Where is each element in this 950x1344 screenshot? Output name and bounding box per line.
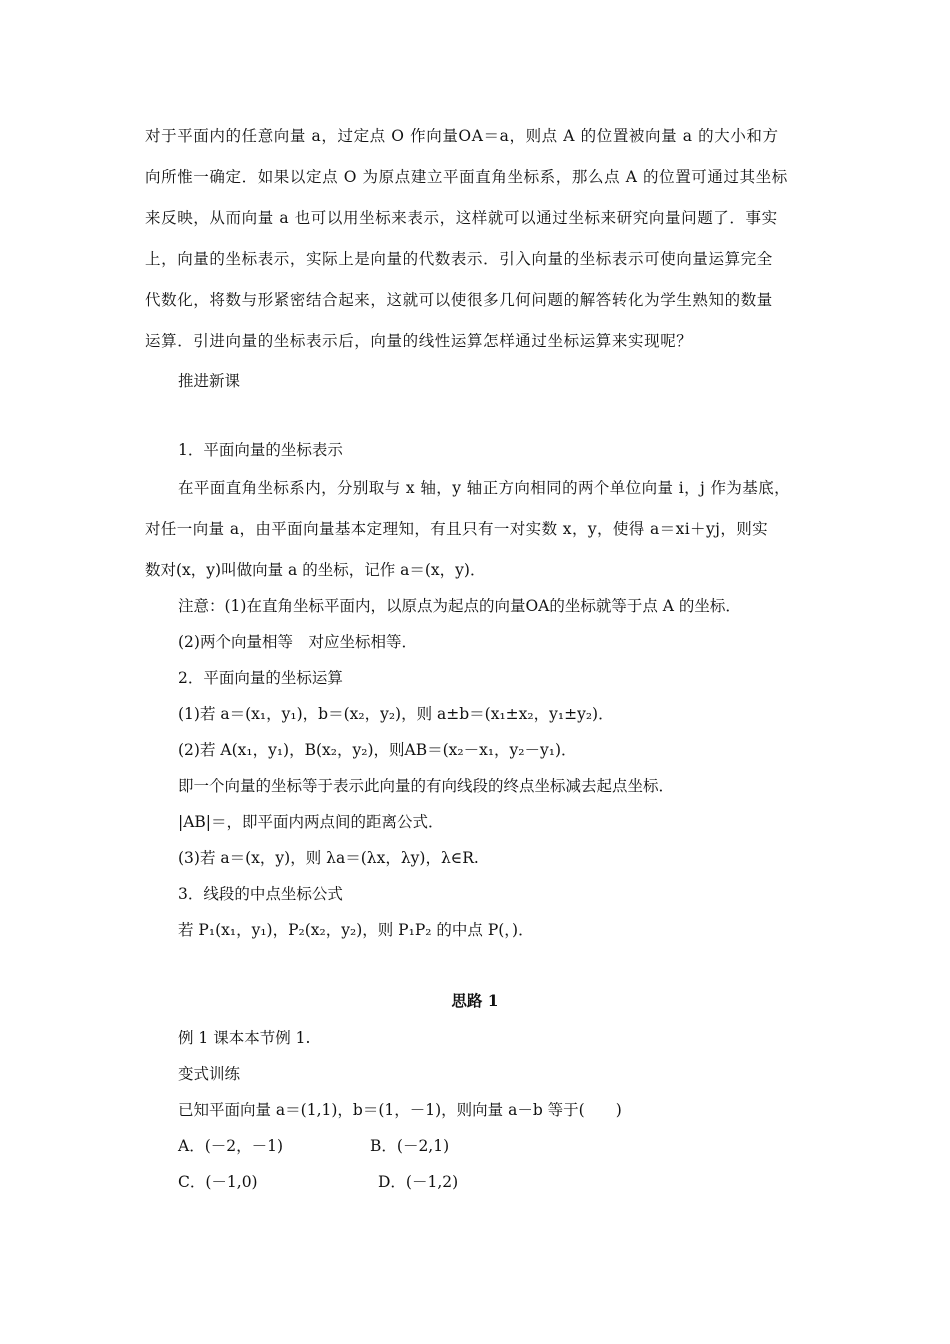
section-1-title: 1．平面向量的坐标表示	[178, 441, 343, 459]
variant-training: 变式训练	[178, 1065, 241, 1083]
option-c: C．(－1,0)	[178, 1173, 258, 1191]
section-1-line-3: 数对(x，y)叫做向量 a 的坐标，记作 a＝(x，y)．	[145, 561, 486, 579]
intro-line-4: 上，向量的坐标表示，实际上是向量的代数表示．引入向量的坐标表示可使向量运算完全	[145, 250, 773, 268]
intro-line-2: 向所惟一确定．如果以定点 O 为原点建立平面直角坐标系，那么点 A 的位置可通过其坐标	[145, 168, 788, 186]
example-1: 例 1 课本本节例 1.	[178, 1029, 311, 1047]
operation-2-note: 即一个向量的坐标等于表示此向量的有向线段的终点坐标减去起点坐标．	[178, 777, 675, 795]
section-2-title: 2．平面向量的坐标运算	[178, 669, 343, 687]
intro-line-3: 来反映，从而向量 a 也可以用坐标来表示，这样就可以通过坐标来研究向量问题了．事实	[145, 209, 778, 227]
operation-2: (2)若 A(x₁，y₁)，B(x₂，y₂)，则AB＝(x₂－x₁，y₂－y₁)．	[178, 741, 577, 759]
section-new-lesson: 推进新课	[178, 372, 241, 390]
option-b: B．(－2,1)	[370, 1137, 450, 1155]
section-1-line-1: 在平面直角坐标系内，分别取与 x 轴，y 轴正方向相同的两个单位向量 i，j 作为基底，	[178, 479, 790, 497]
intro-line-6: 运算．引进向量的坐标表示后，向量的线性运算怎样通过坐标运算来实现呢？	[145, 332, 693, 350]
operation-3: (3)若 a＝(x，y)，则 λa＝(λx，λy)，λ∈R.	[178, 849, 479, 867]
option-d: D．(－1,2)	[378, 1173, 459, 1191]
distance-formula: |AB|＝，即平面内两点间的距离公式．	[178, 813, 444, 831]
note-1: 注意：(1)在直角坐标平面内，以原点为起点的向量OA的坐标就等于点 A 的坐标．	[178, 597, 741, 615]
intro-line-5: 代数化，将数与形紧密结合起来，这就可以使很多几何问题的解答转化为学生熟知的数量	[145, 291, 773, 309]
note-2: (2)两个向量相等 对应坐标相等．	[178, 633, 417, 651]
idea-heading: 思路 1	[451, 991, 499, 1010]
intro-line-1: 对于平面内的任意向量 a，过定点 O 作向量OA＝a，则点 A 的位置被向量 a 的大小和方	[145, 127, 779, 145]
operation-1: (1)若 a＝(x₁，y₁)，b＝(x₂，y₂)，则 a±b＝(x₁±x₂，y₁±y₂)．	[178, 705, 614, 723]
exercise-question: 已知平面向量 a＝(1,1)，b＝(1，－1)，则向量 a－b 等于( )	[178, 1101, 622, 1119]
midpoint-formula: 若 P₁(x₁，y₁)，P₂(x₂，y₂)，则 P₁P₂ 的中点 P(，)．	[178, 921, 534, 939]
section-1-line-2: 对任一向量 a，由平面向量基本定理知，有且只有一对实数 x，y，使得 a＝xi＋yj，则实	[145, 520, 769, 538]
option-a: A．(－2，－1)	[178, 1137, 284, 1155]
section-3-title: 3．线段的中点坐标公式	[178, 885, 343, 903]
